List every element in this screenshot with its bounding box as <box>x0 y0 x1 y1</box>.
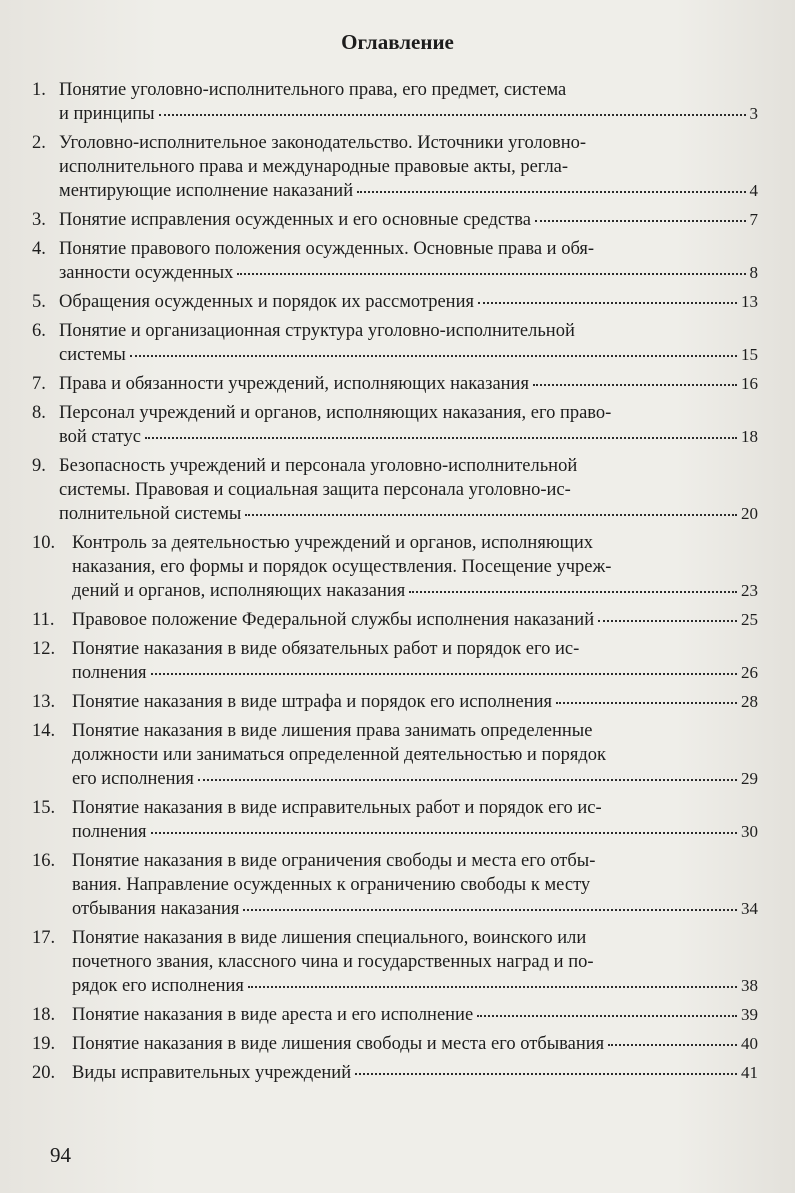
dot-leader <box>159 113 746 116</box>
dot-leader <box>145 436 737 439</box>
entry-number: 10. <box>32 533 56 553</box>
entry-text-line: Контроль за деятельностью учреждений и органов, исполняющих <box>72 533 594 553</box>
entry-page-number: 7 <box>749 210 758 229</box>
entry-last-line <box>59 502 758 526</box>
toc-entry <box>32 1032 758 1056</box>
entry-number: 3. <box>32 210 46 230</box>
entry-number: 9. <box>32 456 46 476</box>
dot-leader <box>556 701 737 704</box>
entry-last-line <box>59 343 758 367</box>
entry-last-line <box>59 290 758 314</box>
toc-entry <box>32 131 758 203</box>
entry-last-line <box>72 767 758 791</box>
entry-number: 12. <box>32 639 56 659</box>
entry-number: 6. <box>32 321 46 341</box>
page-number: 94 <box>50 1143 71 1167</box>
entry-text-line: и принципы <box>59 104 155 124</box>
entry-last-line <box>72 608 758 632</box>
dot-leader <box>535 219 746 222</box>
toc-entry <box>32 719 758 791</box>
entry-number: 18. <box>32 1005 56 1025</box>
entry-text-line: Понятие наказания в виде лишения свободы и места его отбывания <box>72 1034 605 1054</box>
entry-page-number: 8 <box>749 263 758 282</box>
entry-last-line <box>59 102 758 126</box>
entry-page-number: 26 <box>741 663 758 682</box>
entry-text-line: системы <box>59 345 126 365</box>
entry-text-line: Понятие исправления осужденных и его основные средства <box>59 210 531 230</box>
entry-page-number: 13 <box>741 292 758 311</box>
toc-entry <box>32 454 758 526</box>
entry-text-line: полнения <box>72 663 147 683</box>
dot-leader <box>355 1072 737 1075</box>
entry-text-line: ментирующие исполнение наказаний <box>59 181 354 201</box>
entry-last-line <box>72 1003 758 1027</box>
entry-page-number: 16 <box>741 374 758 393</box>
entry-text-line: Понятие наказания в виде лишения права занимать определенные <box>72 721 593 741</box>
dot-leader <box>608 1043 737 1046</box>
toc-entry <box>32 1061 758 1085</box>
entry-page-number: 30 <box>741 822 758 841</box>
entry-page-number: 4 <box>749 181 758 200</box>
dot-leader <box>598 619 737 622</box>
dot-leader <box>478 301 737 304</box>
entry-text-line: вой статус <box>59 427 141 447</box>
dot-leader <box>357 190 745 193</box>
entry-text-line: Обращения осужденных и порядок их рассмотрения <box>59 292 474 312</box>
entry-last-line <box>59 179 758 203</box>
entry-page-number: 28 <box>741 692 758 711</box>
entry-text-line: полнения <box>72 822 147 842</box>
entry-number: 8. <box>32 403 46 423</box>
dot-leader <box>237 272 745 275</box>
entry-number: 17. <box>32 928 56 948</box>
entry-text-line: почетного звания, классного чина и государственных наград и по- <box>72 952 594 972</box>
entry-last-line <box>72 974 758 998</box>
entry-text-line: его исполнения <box>72 769 194 789</box>
entry-text-line: полнительной системы <box>59 504 242 524</box>
entry-last-line <box>72 661 758 685</box>
entry-number: 11. <box>32 610 55 630</box>
entry-last-line <box>59 261 758 285</box>
entry-number: 5. <box>32 292 46 312</box>
entry-text-line: Безопасность учреждений и персонала уголовно-исполнительной <box>59 456 578 476</box>
toc-entry <box>32 237 758 285</box>
entry-last-line <box>72 579 758 603</box>
entry-last-line <box>72 1061 758 1085</box>
entry-text-line: Понятие правового положения осужденных. Основные права и обя- <box>59 239 595 259</box>
entry-text-line: Понятие наказания в виде лишения специального, воинского или <box>72 928 587 948</box>
table-of-contents <box>32 78 758 1090</box>
toc-entry <box>32 637 758 685</box>
entry-page-number: 39 <box>741 1005 758 1024</box>
entry-page-number: 23 <box>741 581 758 600</box>
dot-leader <box>477 1014 737 1017</box>
dot-leader <box>151 672 737 675</box>
dot-leader <box>151 831 737 834</box>
entry-number: 7. <box>32 374 46 394</box>
entry-last-line <box>59 425 758 449</box>
entry-text-line: исполнительного права и международные правовые акты, регла- <box>59 157 569 177</box>
toc-entry <box>32 401 758 449</box>
entry-text-line: дений и органов, исполняющих наказания <box>72 581 406 601</box>
entry-text-line: Правовое положение Федеральной службы исполнения наказаний <box>72 610 595 630</box>
dot-leader <box>248 985 737 988</box>
toc-entry <box>32 1003 758 1027</box>
entry-text-line: вания. Направление осужденных к ограничению свободы к месту <box>72 875 591 895</box>
entry-page-number: 3 <box>749 104 758 123</box>
entry-last-line <box>72 690 758 714</box>
dot-leader <box>245 513 737 516</box>
toc-entry <box>32 849 758 921</box>
toc-entry <box>32 796 758 844</box>
entry-number: 15. <box>32 798 56 818</box>
entry-last-line <box>59 372 758 396</box>
entry-number: 20. <box>32 1063 56 1083</box>
entry-last-line <box>59 208 758 232</box>
toc-entry <box>32 78 758 126</box>
entry-text-line: Понятие наказания в виде штрафа и порядок его исполнения <box>72 692 553 712</box>
toc-entry <box>32 319 758 367</box>
entry-last-line <box>72 820 758 844</box>
dot-leader <box>409 590 737 593</box>
entry-text-line: занности осужденных <box>59 263 234 283</box>
entry-page-number: 41 <box>741 1063 758 1082</box>
dot-leader <box>198 778 737 781</box>
dot-leader <box>533 383 737 386</box>
entry-text-line: Понятие уголовно-исполнительного права, его предмет, система <box>59 80 567 100</box>
entry-text-line: Понятие наказания в виде ограничения свободы и места его отбы- <box>72 851 596 871</box>
entry-number: 13. <box>32 692 56 712</box>
toc-entry <box>32 208 758 232</box>
toc-entry <box>32 690 758 714</box>
entry-text-line: Права и обязанности учреждений, исполняющих наказания <box>59 374 529 394</box>
entry-text-line: Персонал учреждений и органов, исполняющих наказания, его право- <box>59 403 612 423</box>
entry-last-line <box>72 1032 758 1056</box>
entry-text-line: рядок его исполнения <box>72 976 244 996</box>
entry-text-line: Виды исправительных учреждений <box>72 1063 352 1083</box>
toc-entry <box>32 290 758 314</box>
entry-text-line: Понятие наказания в виде обязательных работ и порядок его ис- <box>72 639 580 659</box>
entry-text-line: должности или заниматься определенной деятельностью и порядок <box>72 745 607 765</box>
entry-text-line: Понятие и организационная структура уголовно-исполнительной <box>59 321 575 341</box>
entry-number: 2. <box>32 133 46 153</box>
entry-text-line: Уголовно-исполнительное законодательство. Источники уголовно- <box>59 133 587 153</box>
toc-entry <box>32 926 758 998</box>
entry-text-line: системы. Правовая и социальная защита персонала уголовно-ис- <box>59 480 571 500</box>
dot-leader <box>130 354 737 357</box>
entry-page-number: 18 <box>741 427 758 446</box>
entry-text-line: отбывания наказания <box>72 899 240 919</box>
entry-page-number: 34 <box>741 899 758 918</box>
entry-page-number: 38 <box>741 976 758 995</box>
entry-page-number: 25 <box>741 610 758 629</box>
toc-entry <box>32 531 758 603</box>
entry-number: 16. <box>32 851 56 871</box>
entry-page-number: 20 <box>741 504 758 523</box>
entry-number: 4. <box>32 239 46 259</box>
entry-number: 14. <box>32 721 56 741</box>
toc-entry <box>32 608 758 632</box>
entry-text-line: Понятие наказания в виде ареста и его исполнение <box>72 1005 474 1025</box>
entry-last-line <box>72 897 758 921</box>
entry-page-number: 40 <box>741 1034 758 1053</box>
toc-entry <box>32 372 758 396</box>
entry-text-line: наказания, его формы и порядок осуществления. Посещение учреж- <box>72 557 612 577</box>
entry-number: 19. <box>32 1034 56 1054</box>
entry-page-number: 29 <box>741 769 758 788</box>
entry-text-line: Понятие наказания в виде исправительных работ и порядок его ис- <box>72 798 602 818</box>
entry-number: 1. <box>32 80 46 100</box>
page-title: Оглавление <box>341 30 454 54</box>
entry-page-number: 15 <box>741 345 758 364</box>
dot-leader <box>243 908 737 911</box>
